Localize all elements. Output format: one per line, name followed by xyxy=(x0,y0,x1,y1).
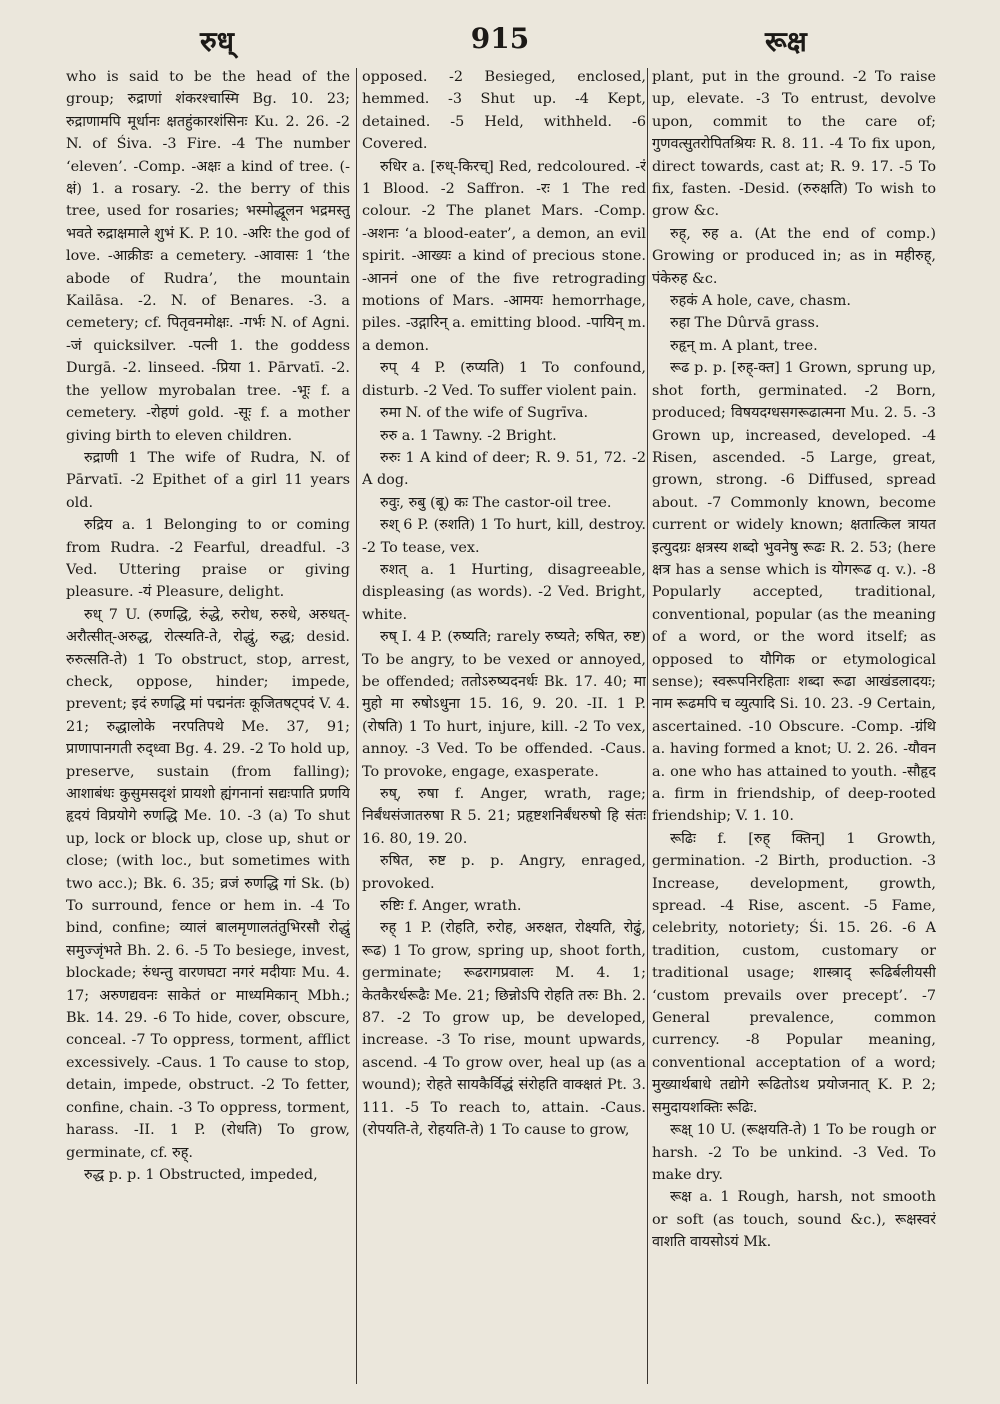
entry: रूढिः f. [रुह् क्तिन्] 1 Growth, germination. -2 Birth, production. -3 Increase, development, growth, spread. -4 Rise, ascent. -5 Fame, celebrity, notoriety; Śi. 15. 26. -6 A tradition, custom, customary or traditional usage; शास्त्राद् रूढिर्बलीयसी ‘custom prevails over precept’. -7 General prevalence, common currency. -8 Popular meaning, conventional acceptation of a word; मुख्यार्थबाधे तद्योगे रूढितोऽथ प्रयोजनात् K. P. 2; समुदायशक्तिः रूढिः. xyxy=(652,830,936,1116)
entry: रुशत् a. 1 Hurting, disagreeable, displeasing (as words). -2 Ved. Bright, white. xyxy=(362,561,646,623)
entry: रुद्ध p. p. 1 Obstructed, impeded, xyxy=(84,1166,318,1183)
entry: रुहृन् m. A plant, tree. xyxy=(670,337,818,354)
entry: who is said to be the head of the group; रुद्राणां शंकरश्चास्मि Bg. 10. 23; रुद्राणामपि मूर्धानः क्षतहुंकारशंसिनः Ku. 2. 26. -2 N. of Śiva. -3 Fire. -4 The number ‘eleven’. -Comp. -अक्षः a kind of tree. (-क्षं) 1. a rosary. -2. the berry of this tree, used for rosaries; भस्मोद्धूलन भद्रमस्तु भवते रुद्राक्षमाले शुभं K. P. 10. -अरिः the god of love. -आक्रीडः a cemetery. -आवासः 1 ‘the abode of Rudra’, the mountain Kailāsa. -2. N. of Benares. -3. a cemetery; cf. पितृवनमोक्षः. -गर्भः N. of Agni. -जं quicksilver. -पत्नी 1. the goddess Durgā. -2. linseed. -प्रिया 1. Pārvatī. -2. the yellow myrobalan tree. -भूः f. a cemetery. -रोहणं gold. -सूः f. a mother giving birth to eleven children. xyxy=(66,69,350,444)
entry: रुहकं A hole, cave, chasm. xyxy=(670,293,851,310)
column-left xyxy=(66,66,350,1384)
column-right xyxy=(652,66,936,1384)
entry: रुष्टिः f. Anger, wrath. xyxy=(380,898,522,915)
entry: रुमा N. of the wife of Sugrīva. xyxy=(380,405,589,422)
page-header xyxy=(0,22,1000,66)
left-guide-word: रुध् xyxy=(200,25,234,58)
right-guide-word: रूक्ष xyxy=(765,25,807,58)
entry: रुष्, रुषा f. Anger, wrath, rage; निर्बंधसंजातरुषा R 5. 21; प्रहृष्टशनिर्बंधरुषो हि संतः 16. 80, 19. 20. xyxy=(362,786,646,847)
entry: रुषित, रुष्ट p. p. Angry, enraged, provoked. xyxy=(362,853,646,892)
entry: रुद्रिय a. 1 Belonging to or coming from Rudra. -2 Fearful, dreadful. -3 Ved. Uttering praise or giving pleasure. -यं Pleasure, delight. xyxy=(66,517,350,601)
entry: रूक्ष् 10 U. (रूक्षयति-ते) 1 To be rough or harsh. -2 To be unkind. -3 Ved. To make dry. xyxy=(652,1122,936,1183)
entry: रुधिर a. [रुध्-किरच्] Red, redcoloured. -रं 1 Blood. -2 Saffron. -रः 1 The red colour. -2 The planet Mars. -Comp. -अशनः ‘a blood-eater’, a demon, an evil spirit. -आख्यः a kind of precious stone. -आननं one of the five retrograding motions of Mars. -आमयः hemorrhage, piles. -उद्गारिन् a. emitting blood. -पायिन् m. a demon. xyxy=(362,158,646,354)
entry: रुद्राणी 1 The wife of Rudra, N. of Pārvatī. -2 Epithet of a girl 11 years old. xyxy=(66,449,350,511)
page-number: 915 xyxy=(470,22,530,55)
entry: रुवुः, रुबु (बू) कः The castor-oil tree. xyxy=(380,494,612,511)
entry: रुह्, रुह a. (At the end of comp.) Growing or produced in; as in महीरुह्, पंकेरुह &c. xyxy=(652,225,936,287)
entry: रुष् I. 4 P. (रुष्यति; rarely रुष्यते; रुषित, रुष्ट) To be angry, to be vexed or annoyed, be offended; ततोऽरुष्यदनर्धः Bk. 17. 40; मा मुहो मा रुषोऽधुना 15. 16, 9. 20. -II. 1 P. (रोषति) 1 To hurt, injure, kill. -2 To vex, annoy. -3 Ved. To be offended. -Caus. To provoke, engage, exasperate. xyxy=(362,629,646,780)
entry: रुप् 4 P. (रुप्यति) 1 To confound, disturb. -2 Ved. To suffer violent pain. xyxy=(362,360,646,399)
dictionary-body xyxy=(66,66,946,1384)
column-middle xyxy=(362,66,646,1384)
entry: रुश् 6 P. (रुशति) 1 To hurt, kill, destroy. -2 To tease, vex. xyxy=(362,517,646,556)
entry: plant, put in the ground. -2 To raise up, elevate. -3 To entrust, devolve upon, commit to the care of; गुणवत्सुतरोपितश्रियः R. 8. 11. -4 To fix upon, direct towards, cast at; R. 9. 17. -5 To fix, fasten. -Desid. (रुरुक्षति) To wish to grow &c. xyxy=(652,69,936,220)
entry: रुरु a. 1 Tawny. -2 Bright. xyxy=(380,427,557,444)
entry: रुहा The Dûrvā grass. xyxy=(670,315,820,332)
entry: रुध् 7 U. (रुणद्धि, रुंद्धे, रुरोध, रुरुधे, अरुधत्-अरौत्सीत्-अरुद्ध, रोत्स्यति-ते, रोद्धुं, रुद्ध; desid. रुरुत्सति-ते) 1 To obstruct, stop, arrest, check, oppose, hinder; impede, prevent; इदं रुणद्धि मां पद्मनंतः कूजितषट्पदं V. 4. 21; रुद्धालोके नरपतिपथे Me. 37, 91; प्राणापानगती रुद्ध्वा Bg. 4. 29. -2 To hold up, preserve, sustain (from falling); आशाबंधः कुसुमसदृशं प्रायशो ह्यंगनानां सद्यःपाति प्रणयि हृदयं विप्रयोगे रुणद्धि Me. 10. -3 (a) To shut up, lock or block up, close up, shut or close; (with loc., but sometimes with two acc.); Bk. 6. 35; व्रजं रुणद्धि गां Sk. (b) To surround, fence or hem in. -4 To bind, confine; व्यालं बालमृणालतंतुभिरसौ रोद्धुं समुज्जृंभते Bh. 2. 6. -5 To besiege, invest, blockade; रुंधन्तु वारणघटा नगरं मदीयाः Mu. 4. 17; अरुणद्यवनः साकेतं or माध्यमिकान् Mbh.; Bk. 14. 29. -6 To hide, cover, obscure, conceal. -7 To oppress, torment, afflict excessively. -Caus. 1 To cause to stop, detain, impede, obstruct. -2 To fetter, confine, chain. -3 To oppress, torment, harass. -II. 1 P. (रोधति) To grow, germinate, cf. रुह्. xyxy=(66,606,350,1161)
entry: रूढ p. p. [रुह्-क्त] 1 Grown, sprung up, shot forth, germinated. -2 Born, produced; विषयदग्धसगरूढात्मना Mu. 2. 5. -3 Grown up, increased, developed. -4 Risen, ascended. -5 Large, great, grown, strong. -6 Diffused, spread about. -7 Commonly known, become current or widely known; क्षतात्किल त्रायत इत्युदग्रः क्षत्रस्य शब्दो भुवनेषु रूढः R. 2. 53; (here क्षत्र has a sense which is योगरूढ q. v.). -8 Popularly accepted, traditional, conventional, popular (as the meaning of a word, or the word itself; as opposed to यौगिक or etymological sense); स्वरूपनिरहिताः शब्दा रूढा आखंडलादयः; नाम रूढमपि च व्युत्पादि Si. 10. 23. -9 Certain, ascertained. -10 Obscure. -Comp. -ग्रंथि a. having formed a knot; U. 2. 26. -यौवन a. one who has attained to youth. -सौहृद a. firm in friendship, of deep-rooted friendship; V. 1. 10. xyxy=(652,360,936,825)
entry: रुरुः 1 A kind of deer; R. 9. 51, 72. -2 A dog. xyxy=(362,449,646,489)
entry: रुह् 1 P. (रोहति, रुरोह, अरुक्षत, रोक्ष्यति, रोढुं, रूढ) 1 To grow, spring up, shoot forth, germinate; रूढरागप्रवालः M. 4. 1; केतकैरर्धरूढैः Me. 21; छिन्नोऽपि रोहति तरुः Bh. 2. 87. -2 To grow up, be developed, increase. -3 To rise, mount upwards, ascend. -4 To grow over, heal up (as a wound); रोहते सायकैर्विद्धं संरोहति वाक्क्षतं Pt. 3. 111. -5 To reach to, attain. -Caus. (रोपयति-ते, रोहयति-ते) 1 To cause to grow, xyxy=(362,920,646,1139)
entry: रूक्ष a. 1 Rough, harsh, not smooth or soft (as touch, sound &c.), रूक्षस्वरं वाशति वायसोऽयं Mk. xyxy=(652,1189,936,1251)
entry: opposed. -2 Besieged, enclosed, hemmed. -3 Shut up. -4 Kept, detained. -5 Held, withheld. -6 Covered. xyxy=(362,69,646,153)
